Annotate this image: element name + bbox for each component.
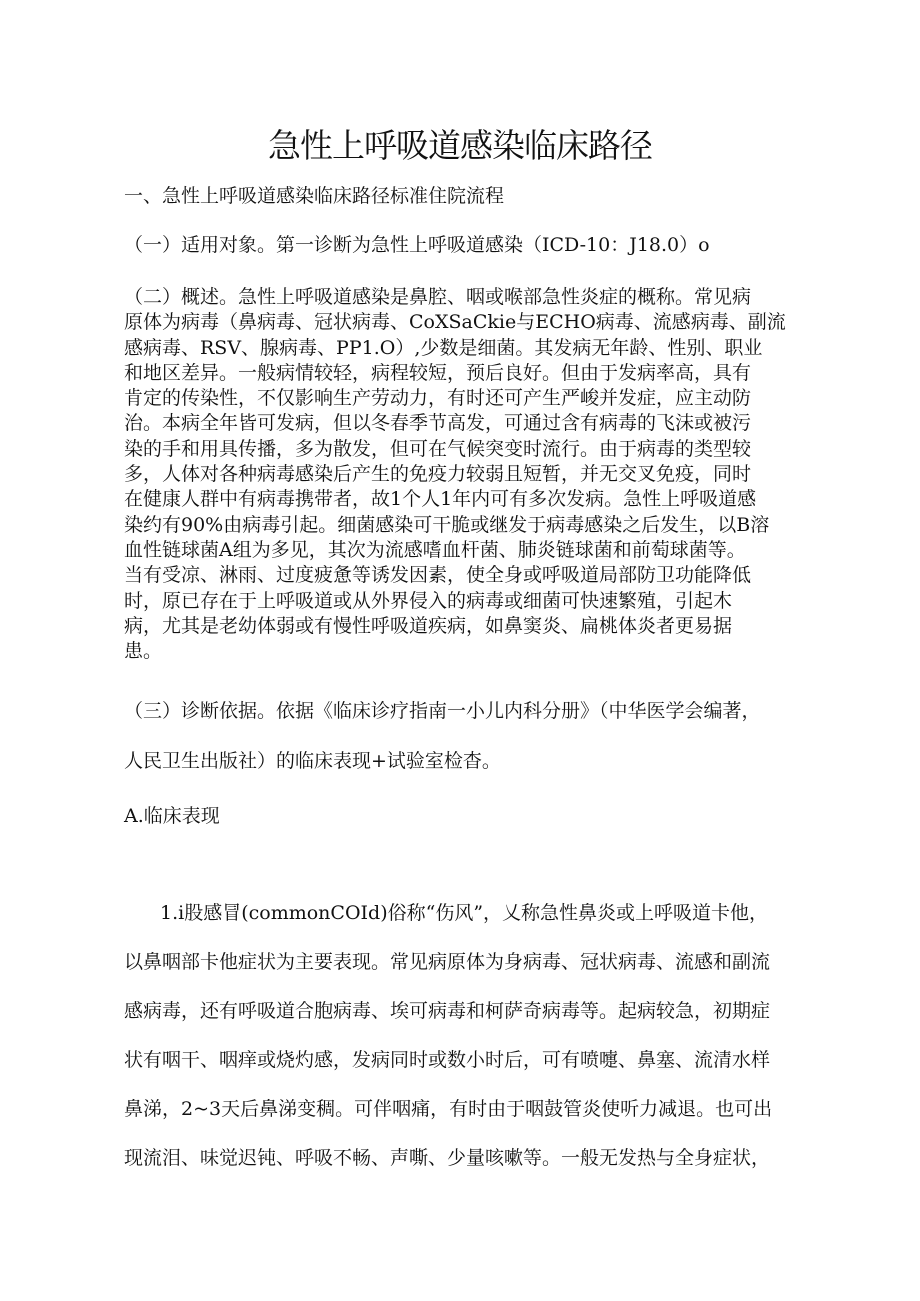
paragraph-line: 血性链球菌A组为多见，其次为流感嗜血杆菌、肺炎链球菌和前萄球菌等。: [124, 538, 746, 561]
paragraph-common-cold: [124, 901, 814, 1195]
paragraph-line: 状有咽干、咽痒或烧灼感，发病同时或数小时后，可有喷嚏、鼻塞、流清水样: [124, 1049, 771, 1071]
paragraph-line: 当有受凉、淋雨、过度疲惫等诱发因素，使全身或呼吸道局部防卫功能降低: [124, 564, 752, 587]
paragraph-line: 染的手和用具传播，多为散发，但可在气候突变时流行。由于病毒的类型较: [124, 437, 752, 460]
paragraph-diagnosis-line-2: 人民卫生出版社）的临床表现+试验室检杳。: [124, 750, 501, 772]
paragraph-line: 时，原已存在于上呼吸道或从外界侵入的病毒或细菌可快速繁殖，引起木: [124, 589, 733, 612]
paragraph-overview: [124, 285, 814, 664]
paragraph-line: 患。: [124, 640, 163, 663]
document-title: 急性上呼吸道感染临床路径: [268, 126, 652, 165]
paragraph-line: 病，尤其是老幼体弱或有慢性呼吸道疾病，如鼻窦炎、扁桃体炎者更易据: [124, 614, 733, 637]
paragraph-line: 原体为病毒（鼻病毒、冠状病毒、CoXSaCkie与ECHO病毒、流感病毒、副流: [124, 311, 786, 334]
paragraph-scope: （一）适用对象。第一诊断为急性上呼吸道感染（ICD-10：J18.0）o: [124, 234, 710, 256]
paragraph-line: 治。本病全年皆可发病，但以冬春季节高发，可通过含有病毒的飞沫或被污: [124, 412, 752, 435]
paragraph-line: 在健康人群中有病毒携带者，故1个人1年内可有多次发病。急性上呼吸道感: [124, 488, 757, 511]
paragraph-line: 1.i股感冒(commonCOId)俗称“伤风”，乂称急性鼻炎或上呼吸道卡他，: [160, 902, 769, 924]
paragraph-line: 染约有90%由病毒引起。细菌感染可干脆或继发于病毒感染之后发生，以B溶: [124, 513, 770, 536]
paragraph-diagnosis-line-1: （三）诊断依据。依据《临床诊疗指南一小儿内科分册》（中华医学会编著，: [124, 700, 761, 722]
paragraph-line: 多，人体对各种病毒感染后产生的免疫力较弱且短暂，并无交叉免疫，同时: [124, 463, 752, 486]
subheading-clinical: A.临床表现: [124, 805, 220, 827]
paragraph-line: 肯定的传染性，不仅影响生产劳动力，有时还可产生严峻并发症，应主动防: [124, 387, 752, 410]
paragraph-line: 感病毒，还有呼吸道合胞病毒、埃可病毒和柯萨奇病毒等。起病较急，初期症: [124, 1000, 771, 1022]
paragraph-line: （二）概述。急性上呼吸道感染是鼻腔、咽或喉部急性炎症的概称。常见病: [124, 286, 752, 308]
section-heading: 一、急性上呼吸道感染临床路径标准住院流程: [124, 185, 505, 207]
paragraph-line: 和地区差异。一般病情较轻，病程较短，预后良好。但由于发病率高，具有: [124, 361, 752, 384]
paragraph-line: 感病毒、RSV、腺病毒、PP1.O）,少数是细菌。其发病无年龄、性别、职业: [124, 336, 763, 359]
paragraph-line: 现流泪、味觉迟钝、呼吸不畅、声嘶、少量咳嗽等。一般无发热与全身症状，: [124, 1147, 771, 1169]
paragraph-line: 鼻涕，2~3天后鼻涕变稠。可伴咽痛，有时由于咽鼓管炎使听力减退。也可出: [124, 1098, 773, 1120]
paragraph-line: 以鼻咽部卡他症状为主要表现。常见病原体为身病毒、冠状病毒、流感和副流: [124, 951, 771, 973]
